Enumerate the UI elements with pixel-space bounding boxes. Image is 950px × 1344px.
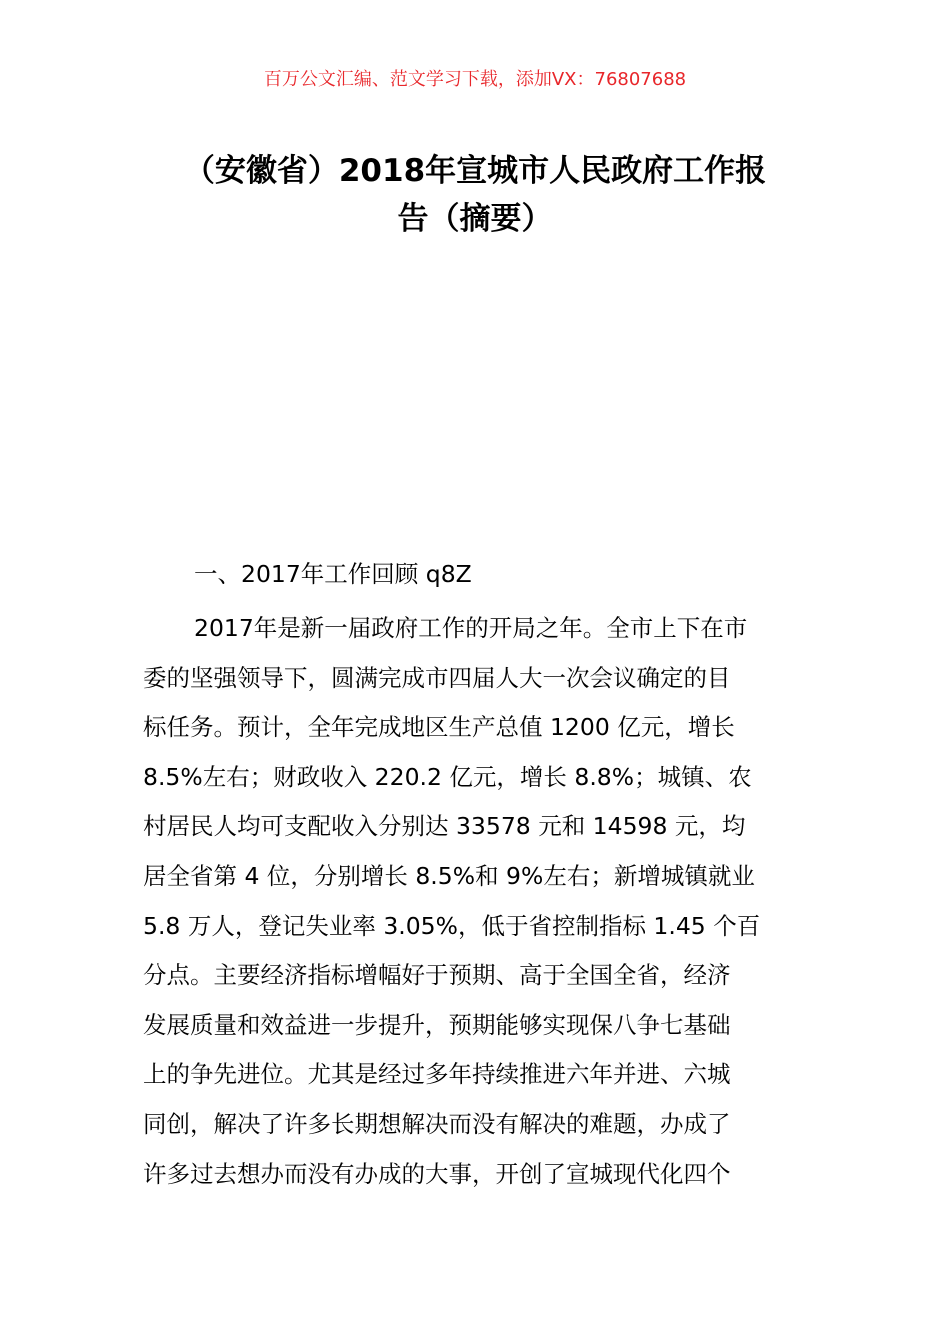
paragraph-line: 5.8 万人，登记失业率 3.05%，低于省控制指标 1.45 个百 — [143, 911, 761, 940]
paragraph-line: 标任务。预计，全年完成地区生产总值 1200 亿元，增长 — [143, 713, 735, 742]
paragraph-line: 分点。主要经济指标增幅好于预期、高于全国全省，经济 — [143, 961, 731, 990]
paragraph-line: 同创，解决了许多长期想解决而没有解决的难题，办成了 — [143, 1109, 731, 1138]
title-line-1: （安徽省）2018年宣城市人民政府工作报 — [183, 153, 767, 189]
document-title — [130, 147, 820, 243]
paragraph-line: 发展质量和效益进一步提升，预期能够实现保八争七基础 — [143, 1010, 731, 1039]
paragraph-line: 2017年是新一届政府工作的开局之年。全市上下在市 — [194, 614, 748, 642]
paragraph-line: 委的坚强领导下，圆满完成市四届人大一次会议确定的目 — [143, 663, 731, 692]
paragraph-line: 许多过去想办而没有办成的大事，开创了宣城现代化四个 — [143, 1159, 731, 1188]
paragraph-line: 8.5%左右；财政收入 220.2 亿元，增长 8.8%；城镇、农 — [143, 762, 752, 791]
title-line-2: 告（摘要） — [397, 201, 553, 237]
paragraph-line: 居全省第 4 位，分别增长 8.5%和 9%左右；新增城镇就业 — [143, 861, 755, 890]
body-paragraph — [143, 604, 813, 1199]
paragraph-line: 上的争先进位。尤其是经过多年持续推进六年并进、六城 — [143, 1060, 731, 1089]
section-heading: 一、2017年工作回顾 q8Z — [194, 560, 472, 588]
header-note: 百万公文汇编、范文学习下载，添加VX：76807688 — [263, 69, 687, 90]
paragraph-line: 村居民人均可支配收入分别达 33578 元和 14598 元，均 — [143, 812, 746, 841]
